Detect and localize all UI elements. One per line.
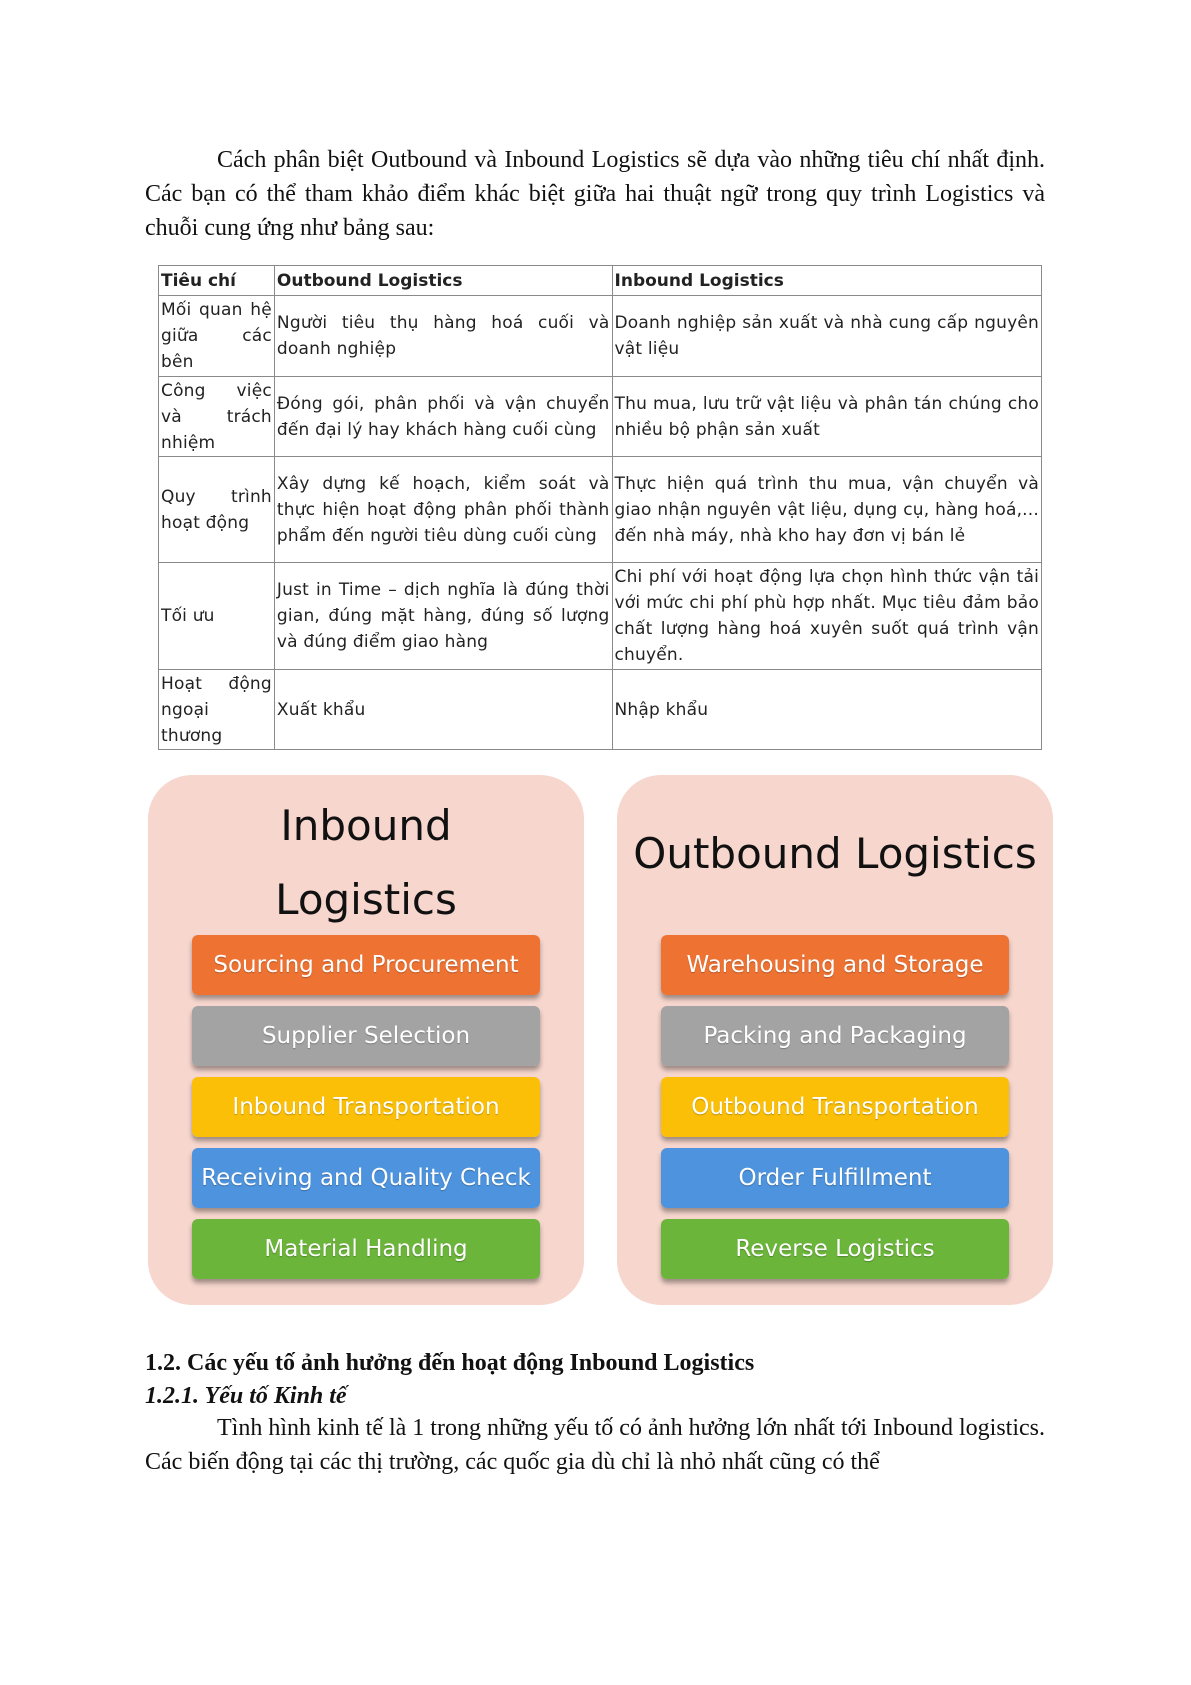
row-inbound: Doanh nghiệp sản xuất và nhà cung cấp nguyên vật liệu bbox=[612, 296, 1041, 377]
inbound-title-line2: Logistics bbox=[275, 875, 457, 924]
row-criteria: Hoạt động ngoại thương bbox=[159, 670, 275, 750]
outbound-step-transportation: Outbound Transportation bbox=[661, 1077, 1009, 1137]
inbound-step-material-handling: Material Handling bbox=[192, 1219, 540, 1279]
row-outbound: Xuất khẩu bbox=[274, 670, 612, 750]
inbound-panel-title bbox=[148, 789, 584, 937]
row-inbound: Thu mua, lưu trữ vật liệu và phân tán chúng cho nhiều bộ phận sản xuất bbox=[612, 377, 1041, 457]
row-criteria: Công việc và trách nhiệm bbox=[159, 377, 275, 457]
row-criteria: Quy trình hoạt động bbox=[159, 457, 275, 563]
table-row bbox=[159, 377, 1042, 457]
header-outbound: Outbound Logistics bbox=[274, 266, 612, 296]
header-criteria: Tiêu chí bbox=[159, 266, 275, 296]
economic-factor-text: Tình hình kinh tế là 1 trong những yếu tố có ảnh hưởng lớn nhất tới Inbound logistics. Các biến động tại các thị trường, các quốc gia dù chỉ là nhỏ nhất cũng có thể bbox=[145, 1415, 1045, 1475]
inbound-title-line1: Inbound bbox=[280, 801, 452, 850]
table-row bbox=[159, 563, 1042, 670]
table-row bbox=[159, 296, 1042, 377]
intro-paragraph bbox=[145, 143, 1045, 245]
inbound-step-transportation: Inbound Transportation bbox=[192, 1077, 540, 1137]
outbound-step-packing: Packing and Packaging bbox=[661, 1006, 1009, 1066]
inbound-step-receiving: Receiving and Quality Check bbox=[192, 1148, 540, 1208]
header-inbound: Inbound Logistics bbox=[612, 266, 1041, 296]
inbound-step-sourcing: Sourcing and Procurement bbox=[192, 935, 540, 995]
table-row bbox=[159, 457, 1042, 563]
inbound-logistics-panel bbox=[148, 775, 584, 1305]
row-inbound: Thực hiện quá trình thu mua, vận chuyển và giao nhận nguyên vật liệu, dụng cụ, hàng hoá,... đến nhà máy, nhà kho hay đơn vị bán lẻ bbox=[612, 457, 1041, 563]
row-criteria: Tối ưu bbox=[159, 563, 275, 670]
row-inbound: Nhập khẩu bbox=[612, 670, 1041, 750]
table-header-row bbox=[159, 266, 1042, 296]
row-inbound: Chi phí với hoạt động lựa chọn hình thức vận tải với mức chi phí phù hợp nhất. Mục tiêu đảm bảo chất lượng hàng hoá xuyên suốt quá trình vận chuyển. bbox=[612, 563, 1041, 670]
intro-text: Cách phân biệt Outbound và Inbound Logistics sẽ dựa vào những tiêu chí nhất định. Các bạn có thể tham khảo điểm khác biệt giữa hai thuật ngữ trong quy trình Logistics và chuỗi cung ứng như bảng sau: bbox=[145, 147, 1045, 241]
section-heading: 1.2. Các yếu tố ảnh hưởng đến hoạt động Inbound Logistics bbox=[145, 1350, 755, 1376]
outbound-step-order-fulfillment: Order Fulfillment bbox=[661, 1148, 1009, 1208]
outbound-panel-title: Outbound Logistics bbox=[633, 829, 1037, 878]
economic-factor-paragraph bbox=[145, 1411, 1045, 1479]
row-criteria: Mối quan hệ giữa các bên bbox=[159, 296, 275, 377]
row-outbound: Just in Time – dịch nghĩa là đúng thời gian, đúng mặt hàng, đúng số lượng và đúng điểm giao hàng bbox=[274, 563, 612, 670]
inbound-step-supplier-selection: Supplier Selection bbox=[192, 1006, 540, 1066]
row-outbound: Người tiêu thụ hàng hoá cuối và doanh nghiệp bbox=[274, 296, 612, 377]
comparison-table bbox=[158, 265, 1042, 750]
row-outbound: Xây dựng kế hoạch, kiểm soát và thực hiện hoạt động phân phối thành phẩm đến người tiêu dùng cuối cùng bbox=[274, 457, 612, 563]
outbound-step-warehousing: Warehousing and Storage bbox=[661, 935, 1009, 995]
table-row bbox=[159, 670, 1042, 750]
outbound-logistics-panel bbox=[617, 775, 1053, 1305]
subsection-heading: 1.2.1. Yếu tố Kinh tế bbox=[145, 1383, 347, 1409]
outbound-step-reverse-logistics: Reverse Logistics bbox=[661, 1219, 1009, 1279]
row-outbound: Đóng gói, phân phối và vận chuyển đến đại lý hay khách hàng cuối cùng bbox=[274, 377, 612, 457]
